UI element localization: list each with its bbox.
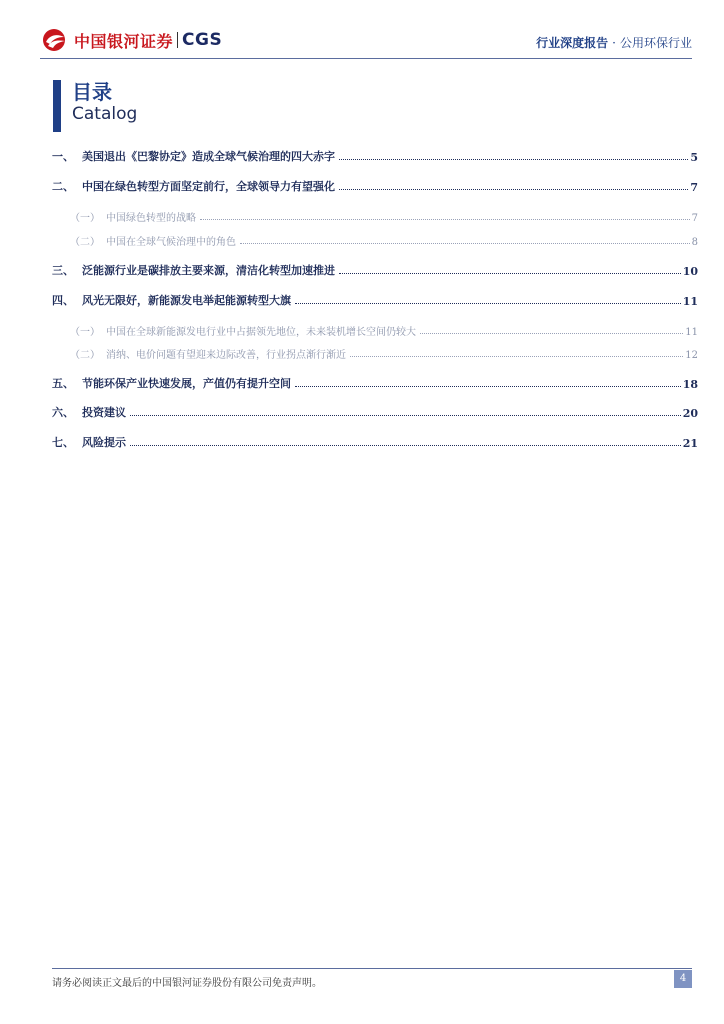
- toc-entry-number: （二）: [70, 350, 100, 361]
- toc-entry-page: 8: [691, 237, 698, 248]
- toc-entry-label: 消纳、电价问题有望迎来边际改善，行业拐点渐行渐近: [106, 350, 346, 361]
- toc-entry-page: 21: [682, 437, 698, 450]
- toc-leader-dots: [295, 385, 681, 387]
- toc-entry-label: 中国在全球新能源发电行业中占据领先地位，未来装机增长空间仍较大: [106, 327, 416, 338]
- toc-entry-label: 泛能源行业是碳排放主要来源，清洁化转型加速推进: [82, 264, 335, 277]
- toc-entry[interactable]: [52, 176, 698, 194]
- toc-leader-dots: [295, 302, 681, 304]
- toc-leader-dots: [130, 444, 681, 446]
- logo-divider: [177, 32, 178, 48]
- report-type-separator: ·: [612, 36, 616, 50]
- toc-entry-page: 11: [682, 295, 698, 308]
- toc-entry-page: 20: [682, 407, 698, 420]
- toc-subentry[interactable]: [52, 343, 698, 361]
- toc-entry-label: 节能环保产业快速发展，产值仍有提升空间: [82, 377, 291, 390]
- toc-leader-dots: [420, 332, 683, 334]
- toc-entry-page: 11: [685, 327, 698, 338]
- toc-entry-number: 五、: [52, 377, 74, 390]
- catalog-title: 目录: [72, 80, 112, 104]
- toc-entry-label: 投资建议: [82, 406, 126, 419]
- report-kind: 行业深度报告: [536, 36, 609, 50]
- toc-entry-label: 美国退出《巴黎协定》造成全球气候治理的四大赤字: [82, 150, 335, 163]
- toc-entry-page: 7: [690, 181, 698, 194]
- toc-leader-dots: [339, 272, 681, 274]
- footer-disclaimer: 请务必阅读正文最后的中国银河证券股份有限公司免责声明。: [52, 978, 322, 989]
- toc-entry-page: 12: [685, 350, 698, 361]
- toc-entry-label: 风险提示: [82, 436, 126, 449]
- cgs-logo: [42, 28, 222, 52]
- toc-subentry[interactable]: [52, 320, 698, 338]
- toc-subentry[interactable]: [52, 206, 698, 224]
- page-number-badge: 4: [674, 970, 692, 988]
- toc-entry-number: 二、: [52, 180, 74, 193]
- toc-entry-number: 四、: [52, 294, 74, 307]
- toc-entry-number: 七、: [52, 436, 74, 449]
- toc-entry-label: 中国绿色转型的战略: [106, 213, 196, 224]
- toc-entry[interactable]: [52, 260, 698, 278]
- toc-entry-number: 一、: [52, 150, 74, 163]
- toc-leader-dots: [130, 414, 681, 416]
- report-type: [536, 34, 692, 51]
- toc-entry-number: （一）: [70, 327, 100, 338]
- toc-leader-dots: [240, 242, 690, 244]
- toc-leader-dots: [339, 158, 688, 160]
- toc-entry-label: 中国在绿色转型方面坚定前行，全球领导力有望强化: [82, 180, 335, 193]
- toc-entry[interactable]: [52, 146, 698, 164]
- footer-divider: [52, 968, 692, 969]
- toc-entry-page: 5: [690, 151, 698, 164]
- page-header: [40, 22, 692, 59]
- toc-entry-number: 三、: [52, 264, 74, 277]
- toc-entry-label: 风光无限好，新能源发电举起能源转型大旗: [82, 294, 291, 307]
- catalog-accent-bar: [53, 80, 61, 132]
- logo-chinese-name: 中国银河证券: [74, 31, 174, 51]
- toc-entry[interactable]: [52, 402, 698, 420]
- toc-leader-dots: [200, 218, 690, 220]
- toc-entry[interactable]: [52, 290, 698, 308]
- toc-leader-dots: [339, 188, 688, 190]
- report-industry: 公用环保行业: [619, 36, 692, 50]
- toc-subentry[interactable]: [52, 230, 698, 248]
- cgs-logo-icon: [42, 28, 68, 52]
- toc-entry-label: 中国在全球气候治理中的角色: [106, 237, 236, 248]
- toc-leader-dots: [350, 355, 683, 357]
- toc-entry-page: 18: [682, 378, 698, 391]
- toc-entry-page: 7: [691, 213, 698, 224]
- logo-english-name: CGS: [182, 30, 223, 50]
- toc-entry[interactable]: [52, 432, 698, 450]
- toc-entry-page: 10: [682, 265, 698, 278]
- toc-entry-number: （一）: [70, 213, 100, 224]
- toc-entry-number: （二）: [70, 237, 100, 248]
- catalog-subtitle: Catalog: [72, 104, 138, 124]
- toc-entry-number: 六、: [52, 406, 74, 419]
- toc-entry[interactable]: [52, 373, 698, 391]
